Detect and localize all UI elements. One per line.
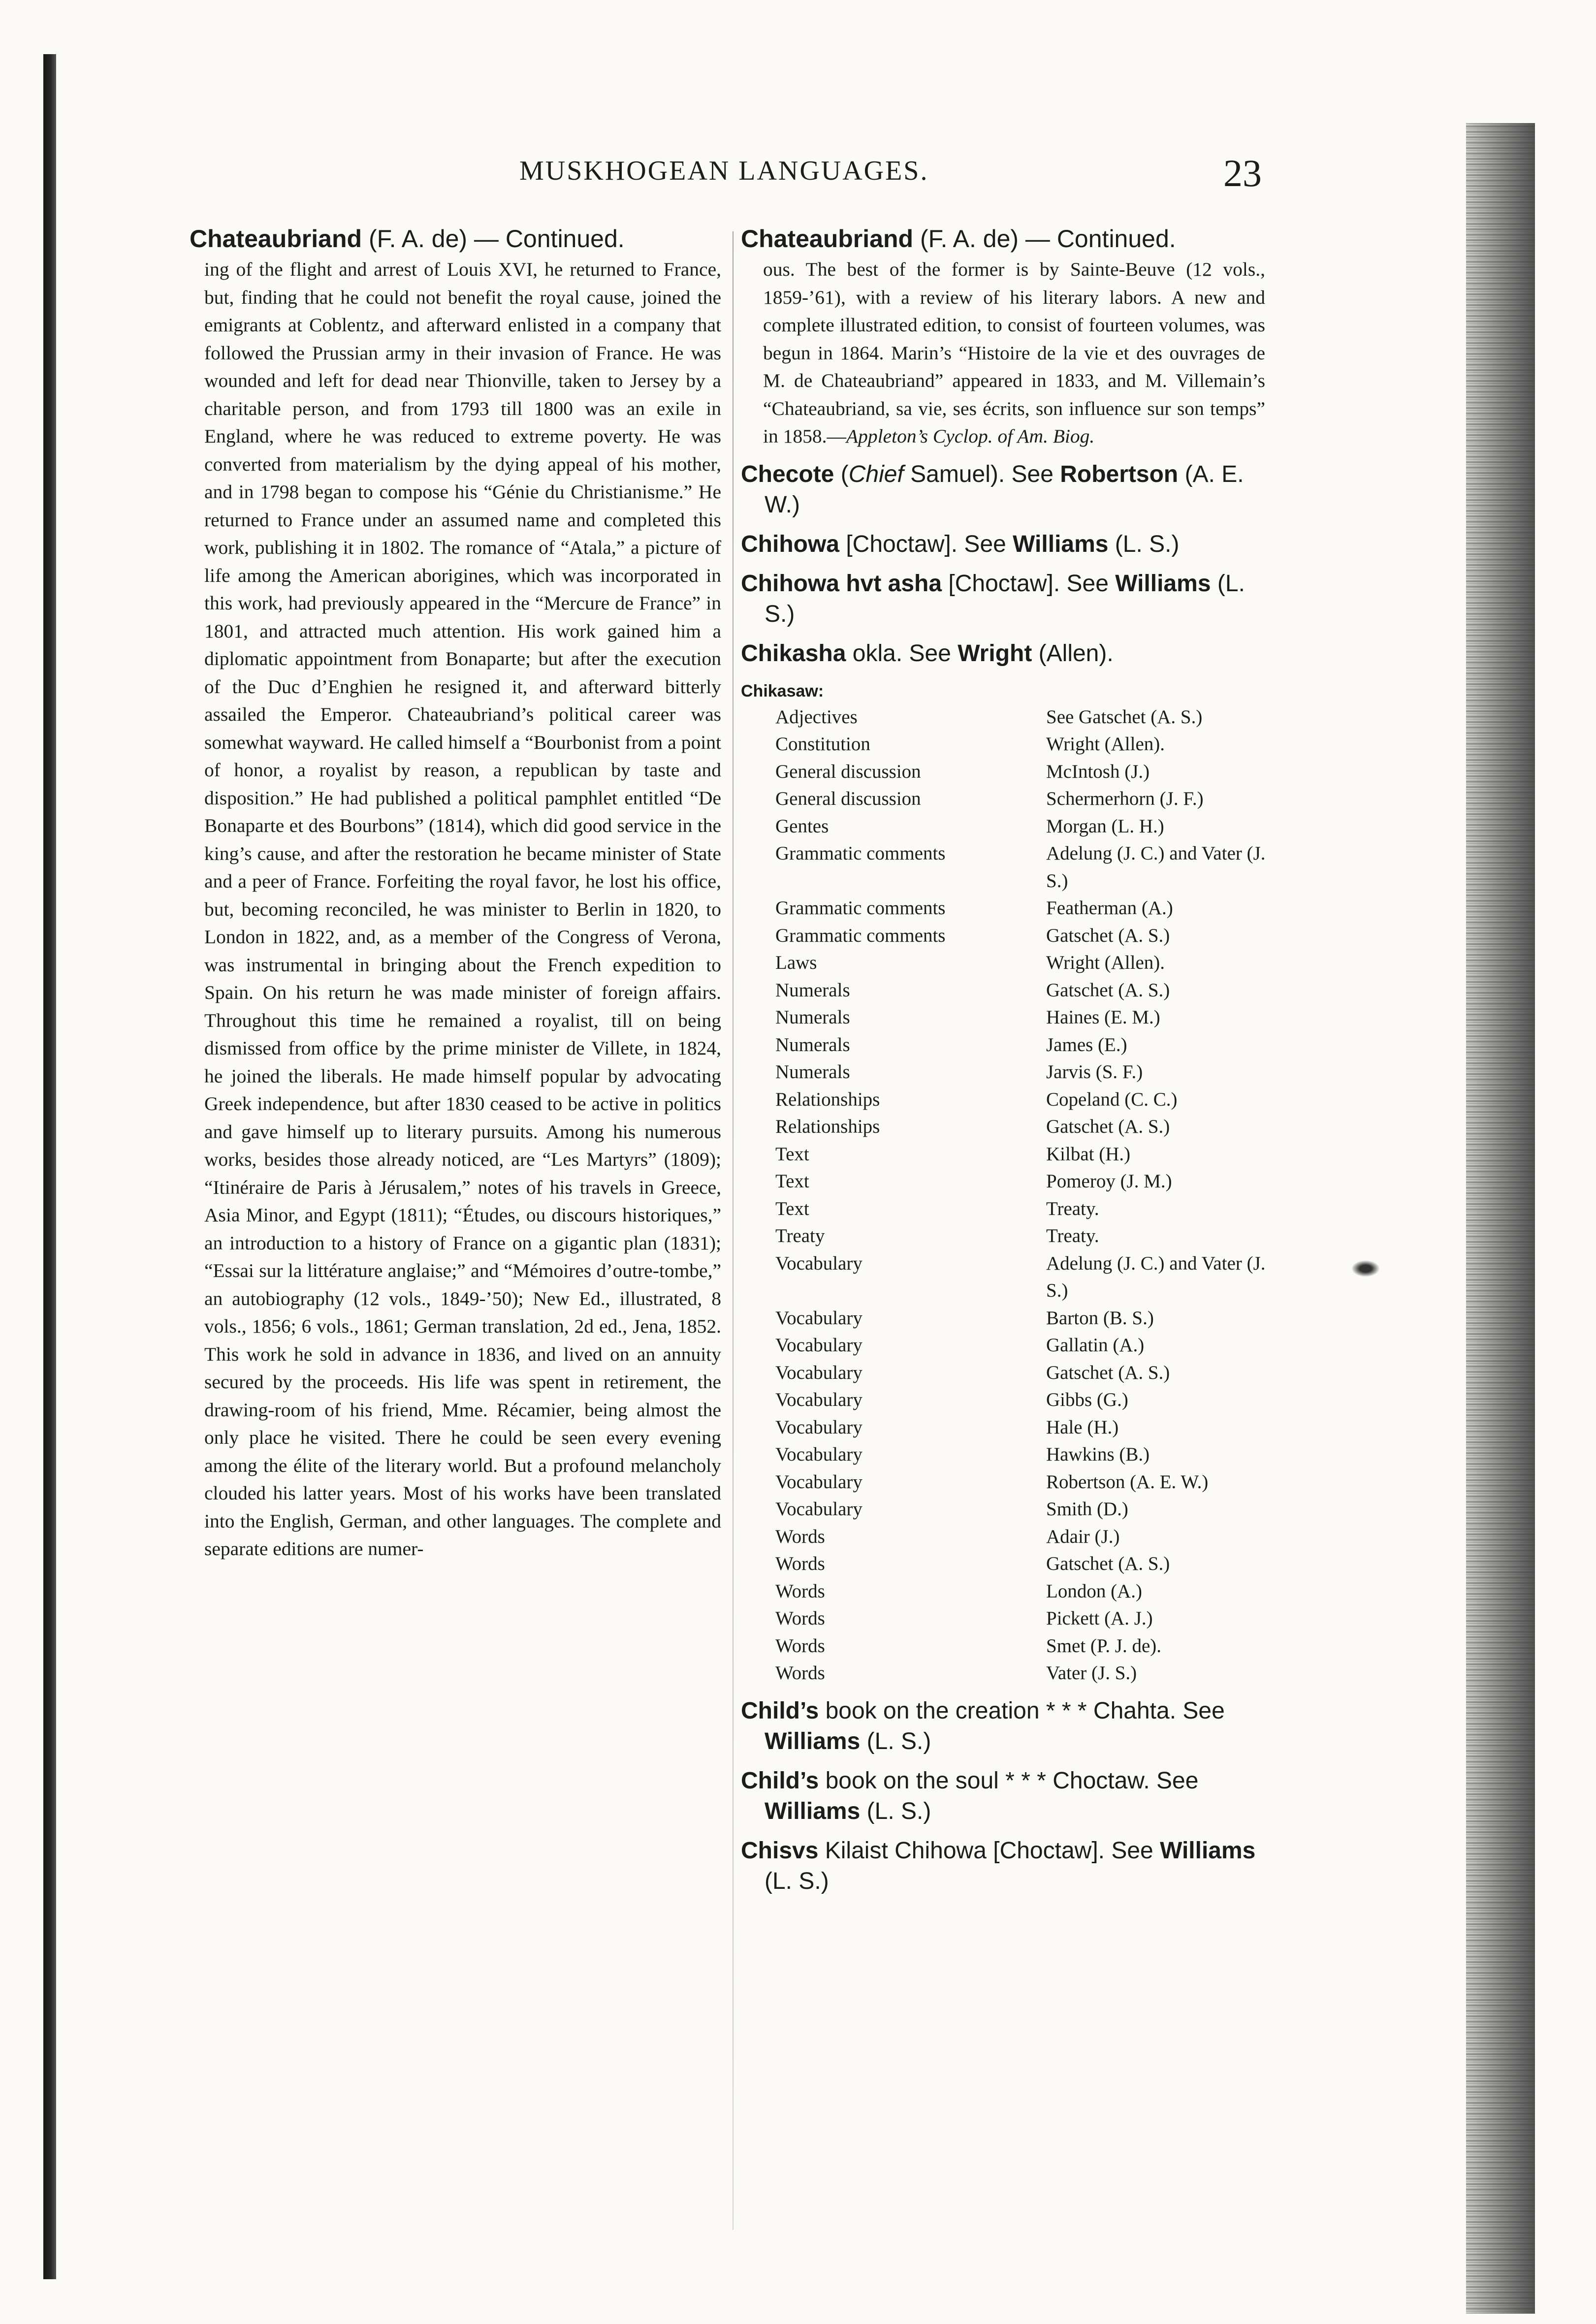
subject-topic: Relationships bbox=[775, 1088, 880, 1110]
subject-topic: Words bbox=[775, 1662, 825, 1684]
subject-topic: Words bbox=[775, 1608, 825, 1629]
subject-topic: Grammatic comments bbox=[775, 843, 946, 864]
subject-topic: Text bbox=[775, 1198, 809, 1219]
subject-author: Adelung (J. C.) and Vater (J. S.) bbox=[1046, 1252, 1266, 1301]
subject-author: Gatschet (A. S.) bbox=[1046, 1362, 1170, 1383]
subject-topic: Words bbox=[775, 1635, 825, 1656]
entry-text: [Choctaw]. See bbox=[942, 570, 1116, 597]
subject-index-row bbox=[775, 1305, 1268, 1332]
subject-author: Featherman (A.) bbox=[1046, 897, 1173, 919]
entry-heading-rest: (F. A. de) — Continued. bbox=[368, 225, 625, 253]
subject-topic: Text bbox=[775, 1171, 809, 1192]
subject-author: McIntosh (J.) bbox=[1046, 761, 1150, 782]
column-divider bbox=[733, 231, 734, 2230]
subject-index-row bbox=[775, 1141, 1268, 1168]
subject-index-row bbox=[775, 1222, 1268, 1250]
subject-author: Gatschet (A. S.) bbox=[1046, 979, 1170, 1001]
entry-text: (L. S.) bbox=[765, 1868, 829, 1894]
entry-name: Child’s bbox=[741, 1697, 819, 1724]
subject-author: Pomeroy (J. M.) bbox=[1046, 1171, 1172, 1192]
subject-topic: Text bbox=[775, 1143, 809, 1165]
subject-index-row bbox=[775, 1605, 1268, 1632]
subject-index-row bbox=[775, 1578, 1268, 1605]
subject-topic: Vocabulary bbox=[775, 1416, 862, 1438]
subject-index-row bbox=[775, 758, 1268, 786]
subject-author: Gatschet (A. S.) bbox=[1046, 924, 1170, 946]
subject-author: Kilbat (H.) bbox=[1046, 1143, 1131, 1165]
subject-author: Adelung (J. C.) and Vater (J. S.) bbox=[1046, 843, 1266, 891]
entry-name: Chisvs bbox=[741, 1837, 819, 1864]
subject-topic: General discussion bbox=[775, 761, 921, 782]
subject-index-row bbox=[775, 1550, 1268, 1578]
subject-topic: Constitution bbox=[775, 733, 870, 755]
right-column bbox=[741, 224, 1265, 1897]
subject-index-row bbox=[775, 1659, 1268, 1687]
subject-topic: Numerals bbox=[775, 979, 850, 1001]
cross-reference: Wright bbox=[958, 640, 1032, 667]
entry-body-text: ous. The best of the former is by Sainte-Beuve (12 vols., 1859-’61), with a review of his literary labors. A new and complete illustrated edition, to consist of fourteen volumes, was begun in 1864. Marin’s “Histoire de la vie et des ouvrages de M. de Chateaubriand” appeared in 1833, and M. Villemain’s “Chateaubriand, sa vie, ses écrits, son influence sur son temps” in 1858.— bbox=[763, 258, 1265, 447]
entry-name: Child’s bbox=[741, 1767, 819, 1794]
subject-topic: Words bbox=[775, 1580, 825, 1602]
entry-name: Chihowa hvt asha bbox=[741, 570, 942, 597]
subject-header-chikasaw: Chikasaw: bbox=[741, 681, 824, 700]
entry-name: Chikasha bbox=[741, 640, 846, 667]
subject-topic: Vocabulary bbox=[775, 1252, 862, 1274]
subject-topic: Vocabulary bbox=[775, 1389, 862, 1410]
subject-topic: Vocabulary bbox=[775, 1498, 862, 1520]
subject-index-row bbox=[775, 1332, 1268, 1359]
subject-author: Gatschet (A. S.) bbox=[1046, 1553, 1170, 1574]
subject-index-row bbox=[775, 1632, 1268, 1660]
subject-topic: Grammatic comments bbox=[775, 924, 946, 946]
entry-text: book on the creation * * * Chahta. See bbox=[819, 1697, 1225, 1724]
subject-index-row bbox=[775, 1441, 1268, 1468]
entry-heading-rest: (F. A. de) — Continued. bbox=[920, 225, 1176, 253]
subject-index-row bbox=[775, 813, 1268, 840]
subject-author: Wright (Allen). bbox=[1046, 952, 1165, 973]
subject-topic: Words bbox=[775, 1553, 825, 1574]
entry-childs-book-soul bbox=[741, 1766, 1265, 1827]
subject-topic: Vocabulary bbox=[775, 1335, 862, 1356]
subject-index-row bbox=[775, 1523, 1268, 1551]
subject-index-row bbox=[775, 1359, 1268, 1387]
entry-text: (L. S.) bbox=[860, 1728, 931, 1754]
subject-index-row bbox=[775, 1031, 1268, 1059]
subject-author: Treaty. bbox=[1046, 1198, 1099, 1219]
paren: ( bbox=[840, 461, 849, 487]
entry-text: (L. S.) bbox=[1108, 531, 1180, 557]
subject-author: London (A.) bbox=[1046, 1580, 1142, 1602]
running-head bbox=[0, 152, 1596, 199]
subject-index-row bbox=[775, 1058, 1268, 1086]
subject-index-row bbox=[775, 785, 1268, 813]
cross-reference: Williams bbox=[1115, 570, 1211, 597]
entry-childs-book-creation bbox=[741, 1696, 1265, 1757]
running-title: MUSKHOGEAN LANGUAGES. bbox=[519, 156, 929, 186]
subject-author: Copeland (C. C.) bbox=[1046, 1088, 1178, 1110]
cross-reference: Williams bbox=[765, 1728, 861, 1754]
citation: Appleton’s Cyclop. of Am. Biog. bbox=[846, 425, 1095, 447]
subject-index-row bbox=[775, 731, 1268, 758]
entry-checote bbox=[741, 459, 1265, 520]
subject-author: Gatschet (A. S.) bbox=[1046, 1116, 1170, 1137]
subject-index-row bbox=[775, 703, 1268, 731]
entry-chihowa-hvt-asha bbox=[741, 569, 1265, 630]
subject-author: Hale (H.) bbox=[1046, 1416, 1119, 1438]
entry-title: Chief bbox=[848, 461, 904, 487]
subject-index-row bbox=[775, 922, 1268, 950]
subject-author: Jarvis (S. F.) bbox=[1046, 1061, 1143, 1082]
subject-author: Adair (J.) bbox=[1046, 1526, 1120, 1547]
subject-topic: Numerals bbox=[775, 1034, 850, 1055]
subject-topic: Numerals bbox=[775, 1007, 850, 1028]
subject-index-row bbox=[775, 1113, 1268, 1141]
subject-index-row bbox=[775, 894, 1268, 922]
entry-body-chateaubriand: ing of the flight and arrest of Louis XVI, he returned to France, but, finding that he could not benefit the royal cause, joined the emigrants at Coblentz, and afterward enlisted in a company that followed the Prussian army in their invasion of France. He was wounded and left for dead near Thionville, taken to Jersey by a charitable person, and from 1793 till 1800 was an exile in England, where he was reduced to extreme poverty. He was converted from materialism by the dying appeal of his mother, and in 1798 began to compose his “Génie du Christianisme.” He returned to France under an assumed name and completed this work, publishing it in 1802. The romance of “Atala,” a picture of life among the American aborigines, which was incorporated in this work, had previously appeared in the “Mercure de France” in 1801, and attracted much attention. His work gained him a diplomatic appointment from Bonaparte; but after the execution of the Duc d’Enghien he resigned it, and afterward bitterly assailed the Emperor. Chateaubriand’s political career was somewhat wayward. He called himself a “Bourbonist from a point of honor, a royalist by reason, a republican by taste and disposition.” He had published a political pamphlet entitled “De Bonaparte et des Bourbons” (1814), which did good service in the king’s cause, and after the restoration he became minister of State and a peer of France. Forfeiting the royal favor, he lost his office, but, becoming reconciled, he was minister to Berlin in 1820, to London in 1822, and, as a member of the Congress of Verona, was instrumental in bringing about the French expedition to Spain. On his return he was made minister of foreign affairs. Throughout this time he remained a royalist, till on being dismissed from office by the prime minister de Villete, in 1824, he joined the liberals. He made himself popular by advocating Greek independence, but after 1830 ceased to be active in politics and gave himself up to literary pursuits. Among his numerous works, besides those already noticed, are “Les Martyrs” (1809); “Itinéraire de Paris à Jérusalem,” notes of his travels in Greece, Asia Minor, and Egypt (1811); “Études, ou discours historiques,” an introduction to a history of France on a gigantic plan (1831); “Essai sur la littérature anglaise;” and “Mémoires d’outre-tombe,” an autobiography (12 vols., 1849-’50); New Ed., illustrated, 8 vols., 1856; 6 vols., 1861; German translation, 2d ed., Jena, 1852. This work he sold in advance in 1836, and lived on an annuity secured by the proceeds. His life was spent in retirement, the drawing-room of his friend, Mme. Récamier, being almost the only place he visited. There he could be seen every evening among the élite of the literary world. But a profound melancholy clouded his latter years. Most of his works have been translated into the English, German, and other languages. The complete and separate editions are numer- bbox=[204, 258, 721, 1560]
subject-index-row bbox=[775, 1004, 1268, 1031]
subject-topic: Relationships bbox=[775, 1116, 880, 1137]
subject-author: Smet (P. J. de). bbox=[1046, 1635, 1161, 1656]
subject-author: Smith (D.) bbox=[1046, 1498, 1128, 1520]
subject-topic: General discussion bbox=[775, 788, 921, 809]
subject-author: James (E.) bbox=[1046, 1034, 1127, 1055]
entry-text: Samuel). See bbox=[903, 461, 1060, 487]
subject-author: Haines (E. M.) bbox=[1046, 1007, 1160, 1028]
subject-author: Barton (B. S.) bbox=[1046, 1307, 1154, 1329]
subject-index-row bbox=[775, 1250, 1268, 1305]
subject-author: Gibbs (G.) bbox=[1046, 1389, 1128, 1410]
subject-author: Pickett (A. J.) bbox=[1046, 1608, 1153, 1629]
entry-name: Checote bbox=[741, 461, 834, 487]
page-number: 23 bbox=[1223, 152, 1262, 194]
subject-author: Robertson (A. E. W.) bbox=[1046, 1471, 1209, 1493]
entry-heading-chateaubriand bbox=[190, 224, 721, 254]
entry-text: okla. See bbox=[846, 640, 958, 667]
cross-reference: Robertson bbox=[1060, 461, 1179, 487]
entry-name: Chateaubriand bbox=[741, 225, 914, 253]
entry-chisvs-kilaist bbox=[741, 1836, 1265, 1897]
left-column bbox=[190, 224, 721, 1563]
entry-name: Chateaubriand bbox=[190, 225, 362, 253]
subject-topic: Vocabulary bbox=[775, 1307, 862, 1329]
subject-topic: Adjectives bbox=[775, 706, 858, 728]
entry-text: [Choctaw]. See bbox=[839, 531, 1013, 557]
chikasaw-subject-index bbox=[775, 703, 1268, 1687]
subject-index-row bbox=[775, 1195, 1268, 1223]
subject-index-row bbox=[775, 1496, 1268, 1523]
subject-topic: Numerals bbox=[775, 1061, 850, 1082]
ink-smudge bbox=[1351, 1260, 1380, 1277]
subject-author: Hawkins (B.) bbox=[1046, 1444, 1150, 1465]
subject-topic: Words bbox=[775, 1526, 825, 1547]
subject-author: Wright (Allen). bbox=[1046, 733, 1165, 755]
subject-topic: Laws bbox=[775, 952, 817, 973]
cross-reference: Williams bbox=[1013, 531, 1109, 557]
subject-index-row bbox=[775, 1414, 1268, 1441]
cross-reference: Williams bbox=[1160, 1837, 1256, 1864]
entry-text: Kilaist Chihowa [Choctaw]. See bbox=[818, 1837, 1160, 1864]
subject-topic: Grammatic comments bbox=[775, 897, 946, 919]
subject-author: Gallatin (A.) bbox=[1046, 1335, 1145, 1356]
subject-index-row bbox=[775, 977, 1268, 1004]
subject-index-row bbox=[775, 1468, 1268, 1496]
subject-index-row bbox=[775, 949, 1268, 977]
subject-author: Morgan (L. H.) bbox=[1046, 815, 1164, 837]
entry-text: (A. E. W.) bbox=[765, 461, 1244, 518]
entry-heading-chateaubriand-continued bbox=[741, 224, 1265, 254]
entry-chikasha-okla bbox=[741, 638, 1265, 669]
entry-text: book on the soul * * * Choctaw. See bbox=[819, 1767, 1199, 1794]
entry-body-chateaubriand-continued bbox=[741, 255, 1265, 450]
scan-right-page-edge bbox=[1466, 123, 1535, 2314]
subject-topic: Gentes bbox=[775, 815, 829, 837]
subject-author: Vater (J. S.) bbox=[1046, 1662, 1137, 1684]
subject-author: Treaty. bbox=[1046, 1225, 1099, 1246]
subject-index-row bbox=[775, 1086, 1268, 1114]
entry-chihowa bbox=[741, 529, 1265, 560]
cross-reference: Williams bbox=[765, 1798, 861, 1824]
subject-index-row bbox=[775, 1168, 1268, 1195]
entry-text: (Allen). bbox=[1032, 640, 1114, 667]
subject-index-row bbox=[775, 840, 1268, 894]
entry-text: (L. S.) bbox=[765, 570, 1245, 627]
subject-author: Schermerhorn (J. F.) bbox=[1046, 788, 1204, 809]
subject-topic: Vocabulary bbox=[775, 1444, 862, 1465]
scan-left-binding-edge bbox=[43, 54, 56, 2279]
subject-topic: Vocabulary bbox=[775, 1471, 862, 1493]
subject-topic: Treaty bbox=[775, 1225, 825, 1246]
subject-topic: Vocabulary bbox=[775, 1362, 862, 1383]
entry-name: Chihowa bbox=[741, 531, 839, 557]
subject-author: See Gatschet (A. S.) bbox=[1046, 706, 1203, 728]
entry-text: (L. S.) bbox=[860, 1798, 931, 1824]
subject-index-row bbox=[775, 1386, 1268, 1414]
